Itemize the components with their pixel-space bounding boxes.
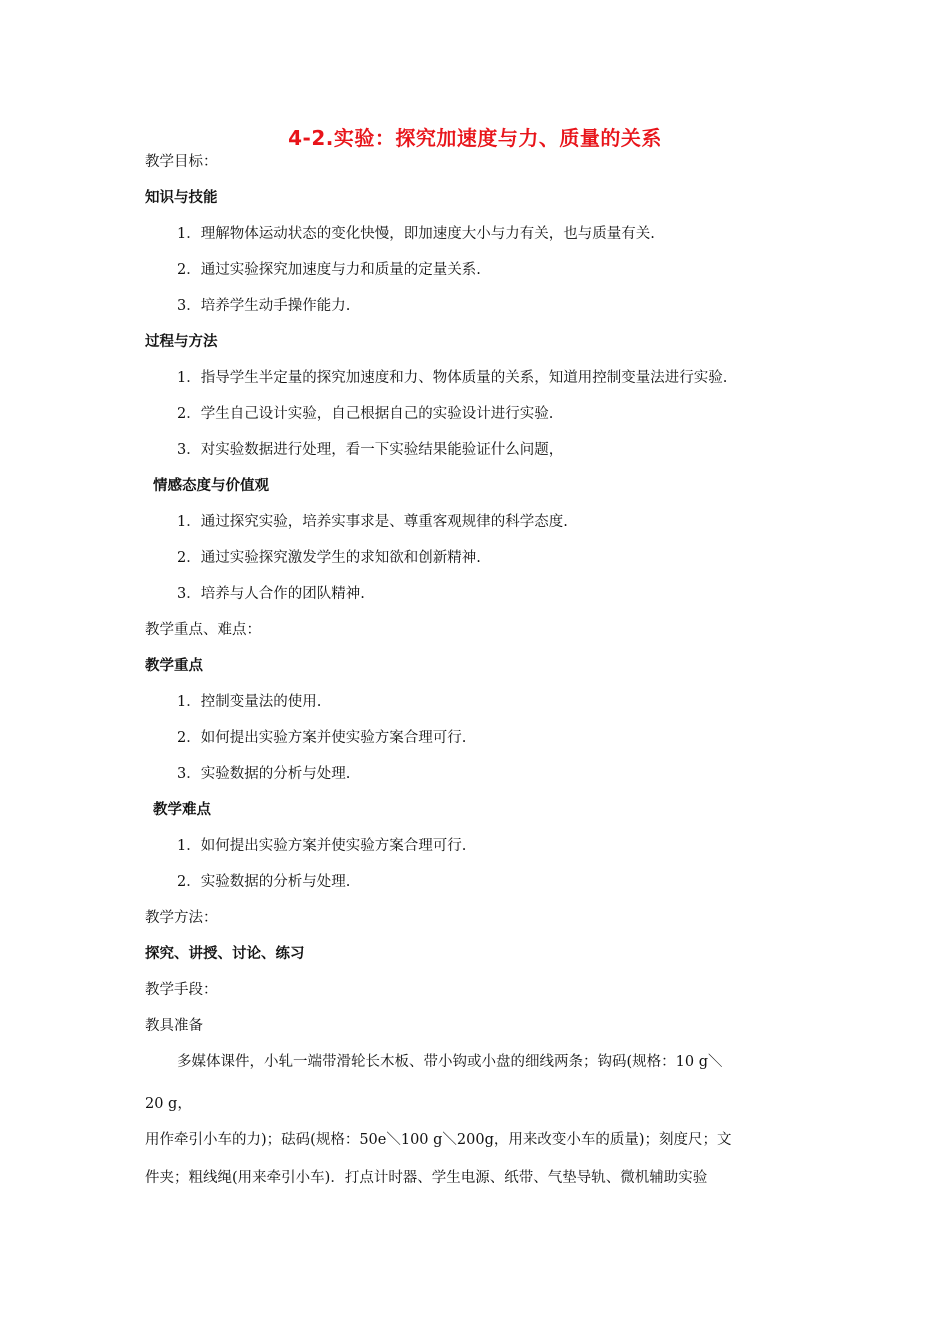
tools-paragraph-line: 多媒体课件，小轧一端带滑轮长木板、带小钩或小盘的细线两条；钩码(规格：10 g＼ bbox=[177, 1054, 723, 1070]
list-item: 3．培养与人合作的团队精神. bbox=[177, 586, 365, 602]
list-item: 2．学生自己设计实验，自己根据自己的实验设计进行实验. bbox=[177, 406, 554, 422]
teaching-goals-label: 教学目标： bbox=[145, 154, 218, 170]
list-item: 2．通过实验探究激发学生的求知欲和创新精神. bbox=[177, 550, 481, 566]
list-item: 3．培养学生动手操作能力. bbox=[177, 298, 351, 314]
key-points-label: 教学重点、难点： bbox=[145, 622, 261, 638]
list-item: 1．指导学生半定量的探究加速度和力、物体质量的关系，知道用控制变量法进行实验. bbox=[177, 370, 728, 386]
list-item: 3．实验数据的分析与处理. bbox=[177, 766, 351, 782]
key-heading: 教学重点 bbox=[145, 658, 203, 674]
tools-label: 教具准备 bbox=[145, 1018, 203, 1034]
difficult-heading: 教学难点 bbox=[153, 802, 211, 818]
tools-paragraph-line: 用作牵引小车的力)；砝码(规格：50e＼100 g＼200g，用来改变小车的质量)；刻度尺；文 bbox=[145, 1132, 732, 1148]
method-value: 探究、讲授、讨论、练习 bbox=[145, 946, 305, 962]
emotion-heading: 情感态度与价值观 bbox=[153, 478, 269, 494]
tools-paragraph-line: 件夹；粗线绳(用来牵引小车)．打点计时器、学生电源、纸带、气垫导轨、微机辅助实验 bbox=[145, 1170, 708, 1186]
list-item: 1．通过探究实验，培养实事求是、尊重客观规律的科学态度. bbox=[177, 514, 568, 530]
method-label: 教学方法： bbox=[145, 910, 218, 926]
list-item: 3．对实验数据进行处理，看一下实验结果能验证什么问题， bbox=[177, 442, 564, 458]
list-item: 1．控制变量法的使用. bbox=[177, 694, 322, 710]
list-item: 1．理解物体运动状态的变化快慢，即加速度大小与力有关，也与质量有关. bbox=[177, 226, 655, 242]
means-label: 教学手段： bbox=[145, 982, 218, 998]
list-item: 2．实验数据的分析与处理. bbox=[177, 874, 351, 890]
list-item: 2．通过实验探究加速度与力和质量的定量关系. bbox=[177, 262, 481, 278]
knowledge-heading: 知识与技能 bbox=[145, 190, 218, 206]
list-item: 1．如何提出实验方案并使实验方案合理可行. bbox=[177, 838, 467, 854]
list-item: 2．如何提出实验方案并使实验方案合理可行. bbox=[177, 730, 467, 746]
process-heading: 过程与方法 bbox=[145, 334, 218, 350]
document-title: 4-2.实验：探究加速度与力、质量的关系 bbox=[288, 126, 662, 150]
tools-paragraph-line: 20 g， bbox=[145, 1096, 192, 1112]
